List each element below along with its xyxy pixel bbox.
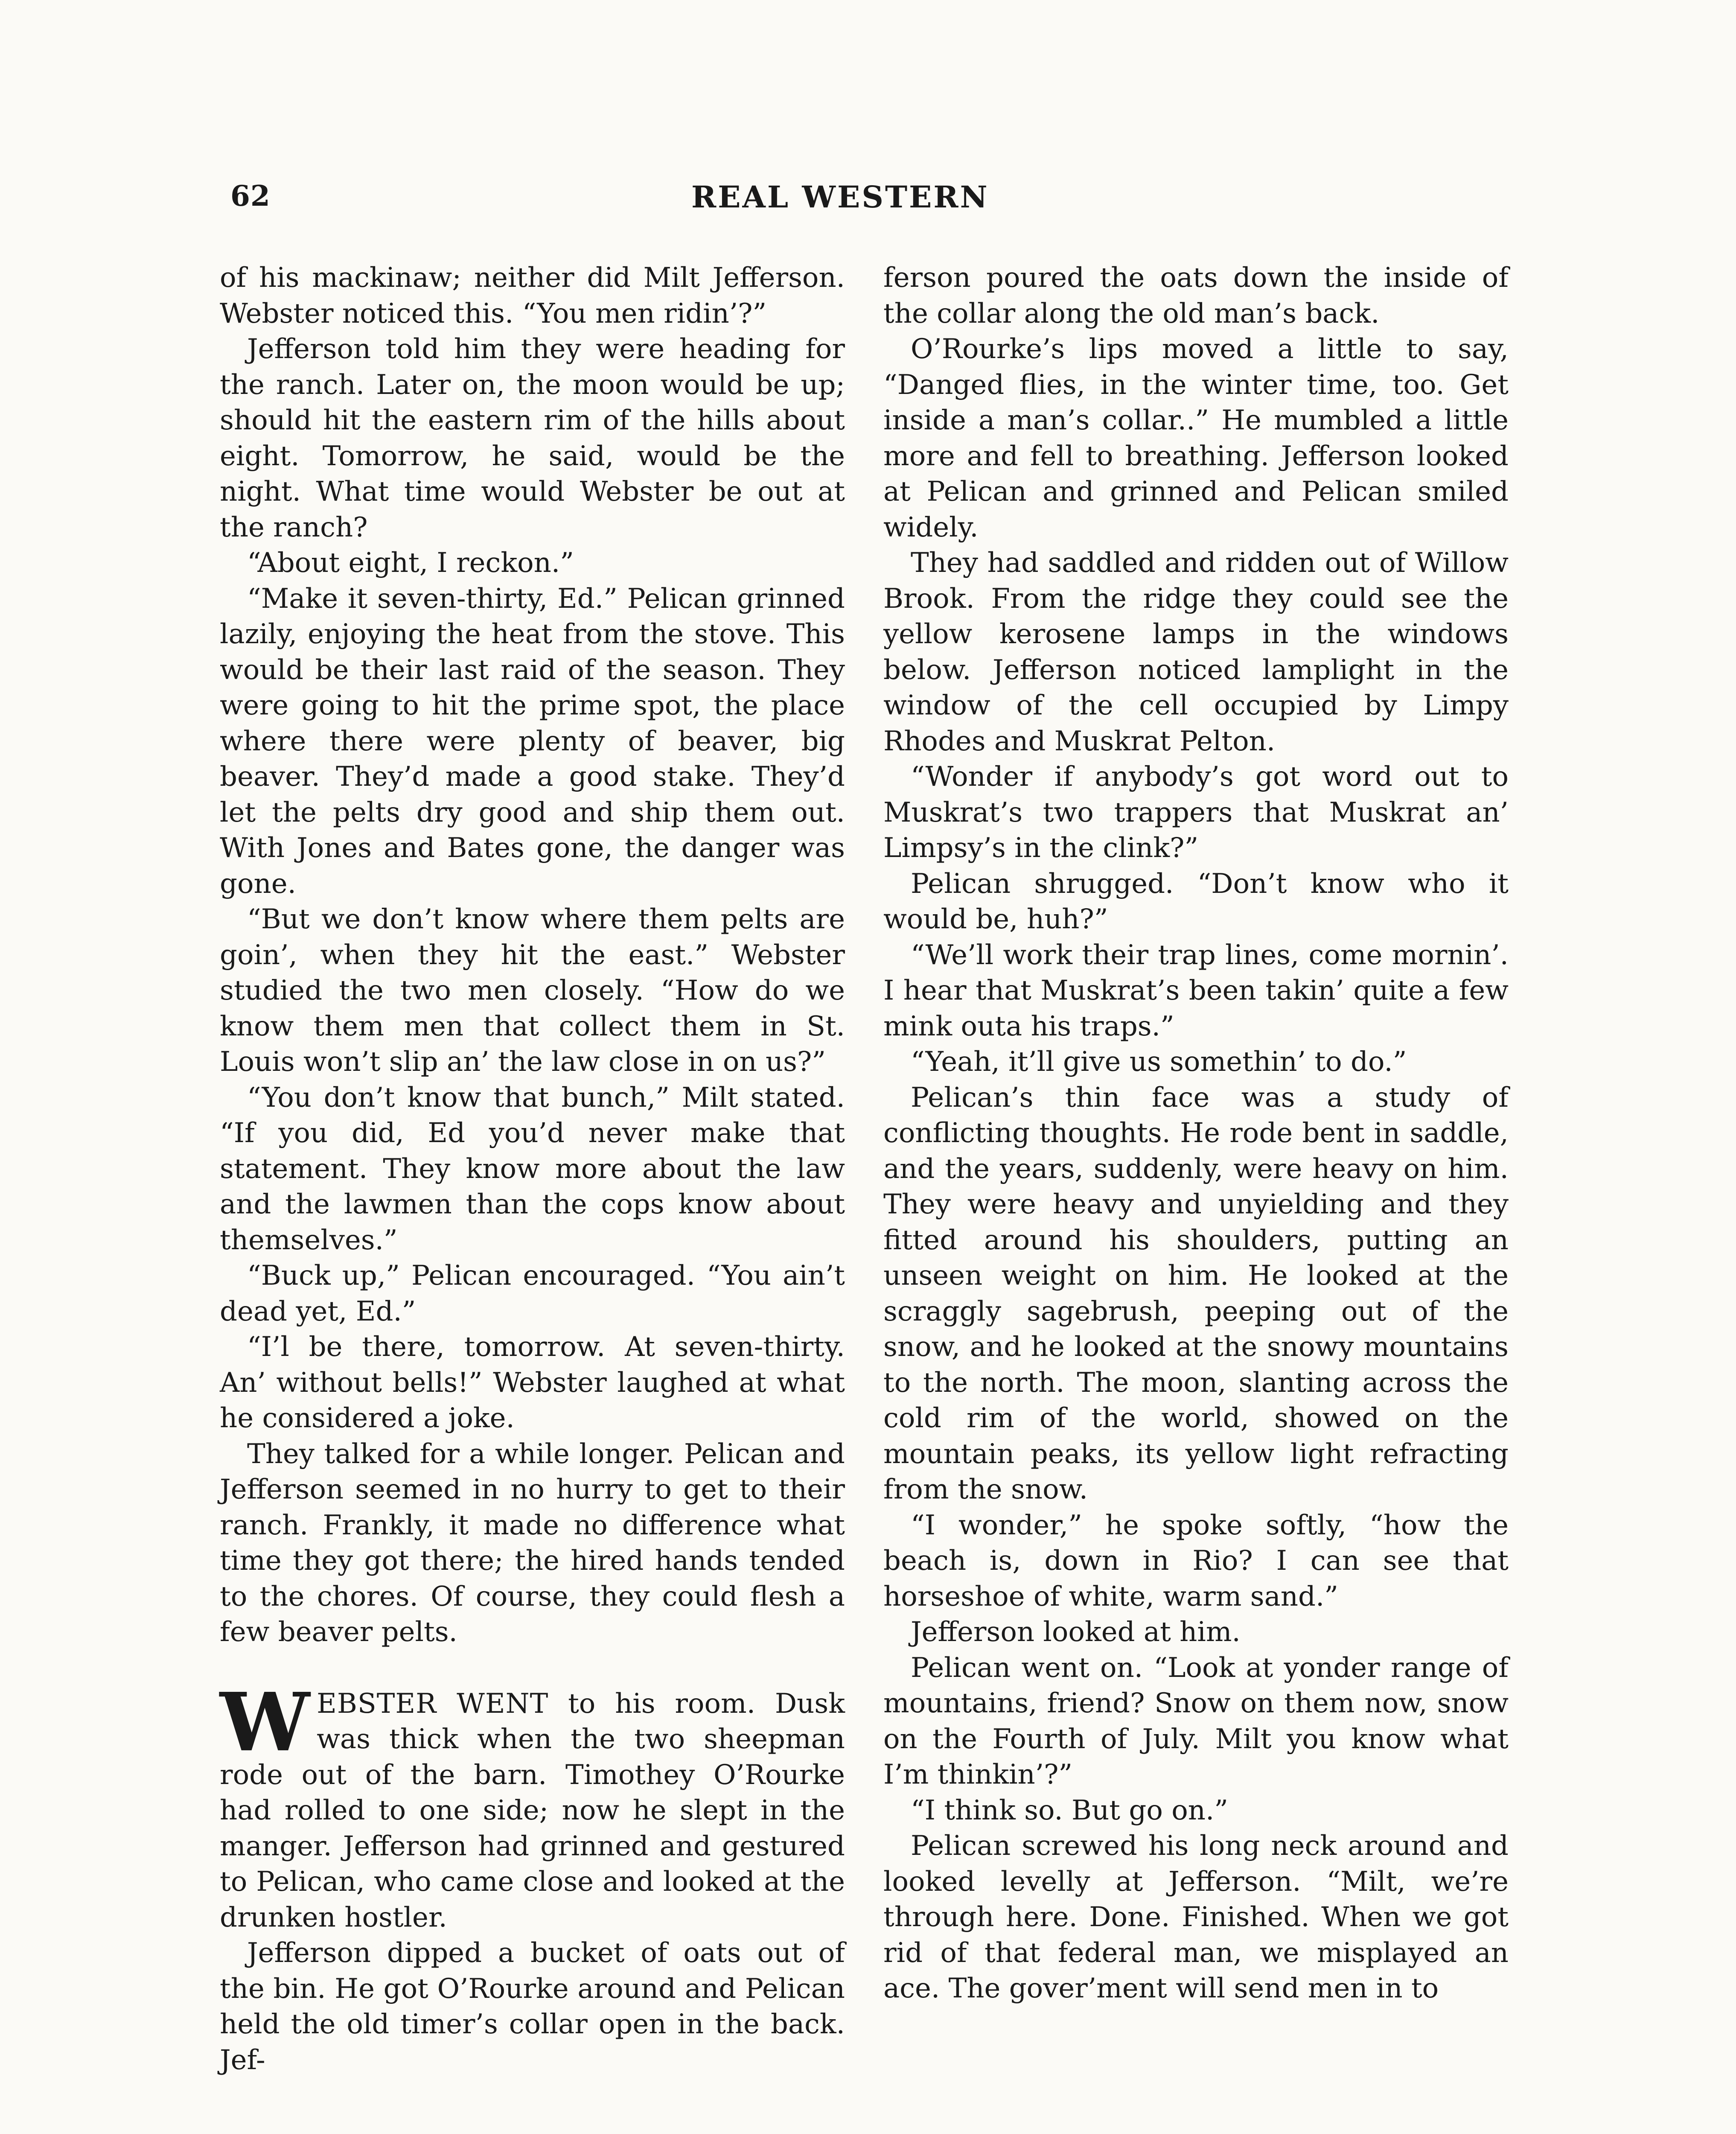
paragraph: “About eight, I reckon.” xyxy=(247,547,574,579)
paragraph: “Buck up,” Pelican encouraged. “You ain’t dead yet, Ed.” xyxy=(220,1260,845,1327)
paragraph: “Yeah, it’ll give us somethin’ to do.” xyxy=(911,1046,1407,1078)
paragraph: Jefferson dipped a bucket of oats out of the bin. He got O’Rourke around and Pelican held the old timer’s collar open in the back. Jef- xyxy=(220,1937,845,2076)
paragraph-text: to his room. Dusk was thick when the two sheepman rode out of the barn. Timothey O’Rourke had rolled to one side; now he slept in the manger. Jefferson had grinned and gestured to Pelican, who came close and looked at the drunken hostler. xyxy=(220,1688,845,1933)
paragraph: Pelican’s thin face was a study of conflicting thoughts. He rode bent in saddle, and the years, suddenly, were heavy on him. They were heavy and unyielding and they fitted around his shoulders, putting an unseen weight on him. He looked at the scraggly sagebrush, peeping out of the snow, and he looked at the snowy mountains to the north. The moon, slanting across the cold rim of the world, showed on the mountain peaks, its yellow light refracting from the snow. xyxy=(883,1082,1509,1505)
paragraph: “But we don’t know where them pelts are goin’, when they hit the east.” Webster studied the two men closely. “How do we know them men that collect them in St. Louis won’t slip an’ the law close in on us?” xyxy=(220,904,845,1078)
paragraph: Pelican went on. “Look at yonder range of mountains, friend? Snow on them now, snow on the Fourth of July. Milt you know what I’m thinkin’?” xyxy=(883,1652,1509,1790)
left-column xyxy=(220,260,845,2078)
page-header xyxy=(230,179,1511,226)
paragraph: They talked for a while longer. Pelican and Jefferson seemed in no hurry to get to their ranch. Frankly, it made no difference what time they got there; the hired hands tended to the chores. Of course, they could flesh a few beaver pelts. xyxy=(220,1438,845,1648)
paragraph: ferson poured the oats down the inside of the collar along the old man’s back. xyxy=(883,262,1509,329)
lead-in-caps: EBSTER WENT xyxy=(317,1688,549,1720)
page-number: 62 xyxy=(230,179,271,213)
paragraph: Pelican shrugged. “Don’t know who it would be, huh?” xyxy=(883,868,1509,935)
paragraph: “Wonder if anybody’s got word out to Muskrat’s two trappers that Muskrat an’ Limpsy’s in the clink?” xyxy=(883,761,1509,864)
section-opening-paragraph xyxy=(220,1675,845,1936)
paragraph: “You don’t know that bunch,” Milt stated. “If you did, Ed you’d never make that statement. They know more about the law and the lawmen than the cops know about themselves.” xyxy=(220,1082,845,1256)
section-break xyxy=(220,1650,845,1686)
paragraph: “Make it seven-thirty, Ed.” Pelican grinned lazily, enjoying the heat from the stove. This would be their last raid of the season. They were going to hit the prime spot, the place where there were plenty of beaver, big beaver. They’d made a good stake. They’d let the pelts dry good and ship them out. With Jones and Bates gone, the danger was gone. xyxy=(220,583,845,900)
drop-cap: W xyxy=(220,1675,310,1770)
paragraph: of his mackinaw; neither did Milt Jefferson. Webster noticed this. “You men ridin’?” xyxy=(220,262,845,329)
paragraph: Jefferson told him they were heading for the ranch. Later on, the moon would be up; should hit the eastern rim of the hills about eight. Tomorrow, he said, would be the night. What time would Webster be out at the ranch? xyxy=(220,333,845,543)
paragraph: Pelican screwed his long neck around and looked levelly at Jefferson. “Milt, we’re through here. Done. Finished. When we got rid of that federal man, we misplayed an ace. The gover’ment will send men in to xyxy=(883,1830,1509,2004)
paragraph: “I wonder,” he spoke softly, “how the beach is, down in Rio? I can see that horseshoe of white, warm sand.” xyxy=(883,1509,1509,1612)
running-title: REAL WESTERN xyxy=(691,179,989,215)
paragraph: “We’ll work their trap lines, come mornin’. I hear that Muskrat’s been takin’ quite a few mink outa his traps.” xyxy=(883,939,1509,1042)
right-column xyxy=(883,260,1509,2007)
paragraph: Jefferson looked at him. xyxy=(911,1616,1241,1648)
paragraph: They had saddled and ridden out of Willow Brook. From the ridge they could see the yellow kerosene lamps in the windows below. Jefferson noticed lamplight in the window of the cell occupied by Limpy Rhodes and Muskrat Pelton. xyxy=(883,547,1509,757)
paragraph: “I’l be there, tomorrow. At seven-thirty. An’ without bells!” Webster laughed at what he considered a joke. xyxy=(220,1331,845,1434)
paragraph: “I think so. But go on.” xyxy=(911,1794,1228,1826)
paragraph: O’Rourke’s lips moved a little to say, “Danged flies, in the winter time, too. Get inside a man’s collar..” He mumbled a little more and fell to breathing. Jefferson looked at Pelican and grinned and Pelican smiled widely. xyxy=(883,333,1509,543)
